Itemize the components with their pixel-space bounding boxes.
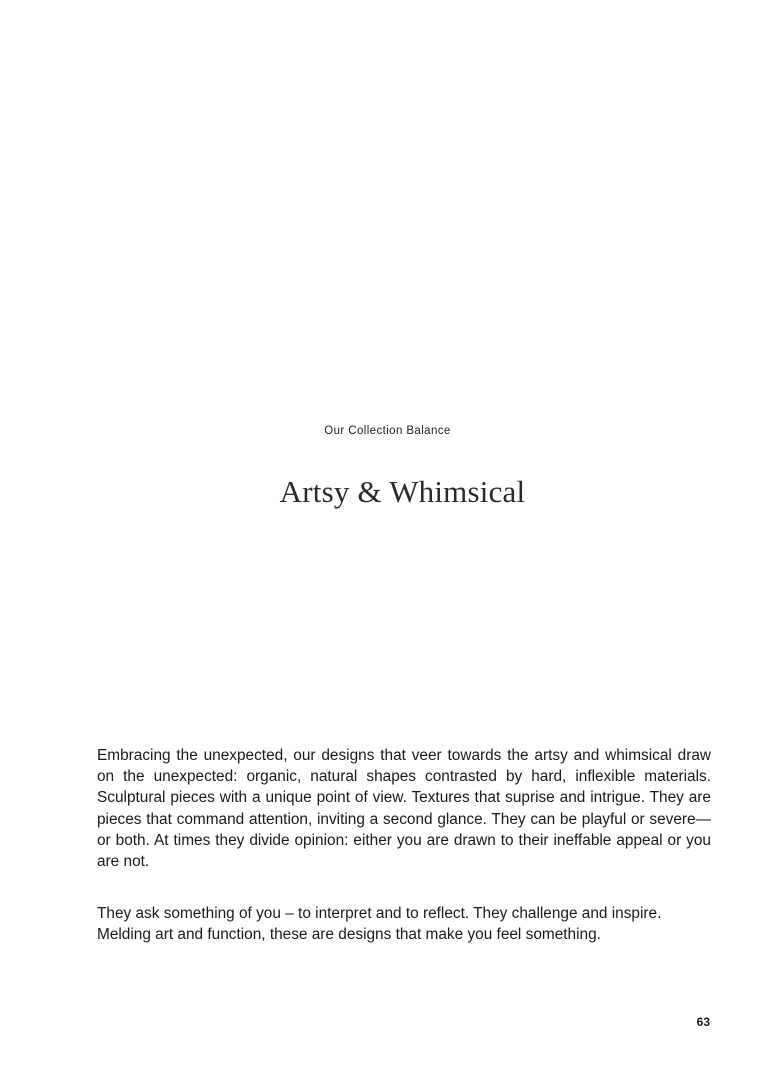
section-eyebrow: Our Collection Balance <box>324 425 451 437</box>
body-paragraph-1: Embracing the unexpected, our designs that veer towards the artsy and whimsical draw on the unexpected: organic, natural shapes contrasted by hard, inflexible materials. Sculptural pieces with a unique point of view. Textures that suprise and intrigue. They are pieces that command attention, inviting a second glance. They can be playful or severe—or both. At times they divide opinion: either you are drawn to their ineffable appeal or you are not. <box>97 747 711 871</box>
page-title: Artsy & Whimsical <box>279 474 526 509</box>
body-paragraph-2: They ask something of you – to interpret and to reflect. They challenge and inspire. Melding art and function, these are designs that make you feel something. <box>97 905 662 944</box>
page-number: 63 <box>696 1015 710 1029</box>
